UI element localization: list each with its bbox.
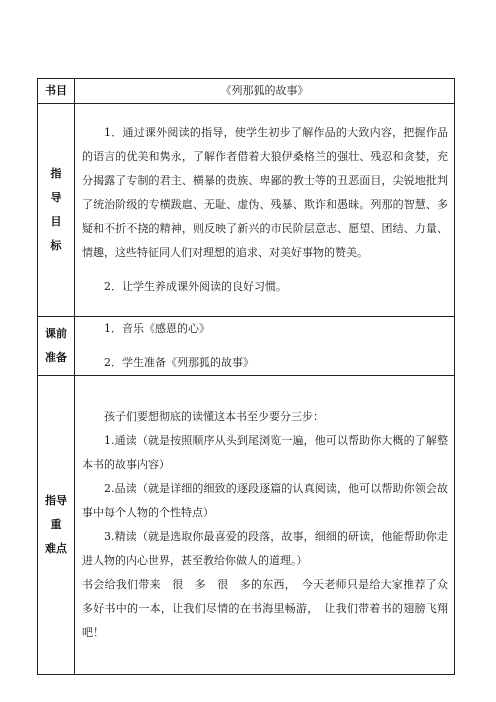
reading-step: 3.精读（就是选取你最喜爱的段落，故事，细细的研读，他能帮助你走进人物的内心世界，甚至教给你做人的道理。）	[82, 530, 448, 567]
label-keypoints-line: 重	[50, 518, 62, 531]
preparation-content	[75, 317, 455, 376]
label-objectives-char: 标	[50, 239, 62, 252]
label-preparation-line: 准备	[45, 351, 67, 364]
reading-step: 2.品读（就是详细的细致的逐段逐篇的认真阅读，他可以帮助你领会故事中每个人物的个性特点）	[82, 482, 448, 519]
keypoints-content	[75, 376, 455, 675]
objective-item: 2．让学生养成课外阅读的良好习惯。	[104, 280, 287, 293]
label-keypoints	[38, 376, 75, 675]
objectives-content	[75, 104, 455, 317]
label-keypoints-line: 难点	[45, 542, 67, 555]
label-book-title-text: 书目	[45, 84, 67, 97]
label-preparation-line: 课前	[45, 327, 67, 340]
row-preparation	[38, 317, 455, 376]
label-objectives-char: 目	[50, 215, 62, 228]
reading-step: 1.通读（就是按照顺序从头到尾浏览一遍，他可以帮助你大概的了解整本书的故事内容）	[82, 434, 448, 471]
row-keypoints	[38, 376, 455, 675]
preparation-item: 1．音乐《感恩的心》	[104, 322, 210, 335]
label-objectives-char: 导	[50, 191, 62, 204]
objective-item: 1．通过课外阅读的指导，使学生初步了解作品的大致内容，把握作品的语言的优美和隽永，了解作者借着大狼伊桑格兰的强壮、残忍和贪婪，充分揭露了专制的君主、横暴的贵族、卑鄙的教士等的丑恶面目，尖锐地批判了统治阶级的专横跋扈、无耻、虚伪、残暴、欺诈和愚昧。列那的智慧、多疑和不折不挠的精神，则反映了新兴的市民阶层意志、愿望、团结、力量、情趣，这些特征同人们对理想的追求、对美好事物的赞美。	[82, 126, 448, 259]
lesson-plan-table	[37, 78, 455, 675]
label-objectives-char: 指	[50, 167, 62, 180]
row-objectives	[38, 104, 455, 317]
label-keypoints-line: 指导	[45, 494, 67, 507]
label-objectives	[38, 104, 75, 317]
row-title	[38, 79, 455, 104]
preparation-item: 2．学生准备《列那狐的故事》	[104, 356, 254, 369]
keypoints-intro: 孩子们要想彻底的读懂这本书至少要分三步：	[104, 410, 324, 423]
keypoints-closing: 书会给我们带来 很 多 很 多的东西， 今天老师只是给大家推荐了众多好书中的一本，让我们尽情的在书海里畅游， 让我们带着书的翅膀飞翔吧！	[82, 578, 448, 639]
label-preparation	[38, 317, 75, 376]
label-book-title	[38, 79, 75, 104]
book-title-cell	[75, 79, 455, 104]
book-title: 《列那狐的故事》	[220, 84, 309, 97]
